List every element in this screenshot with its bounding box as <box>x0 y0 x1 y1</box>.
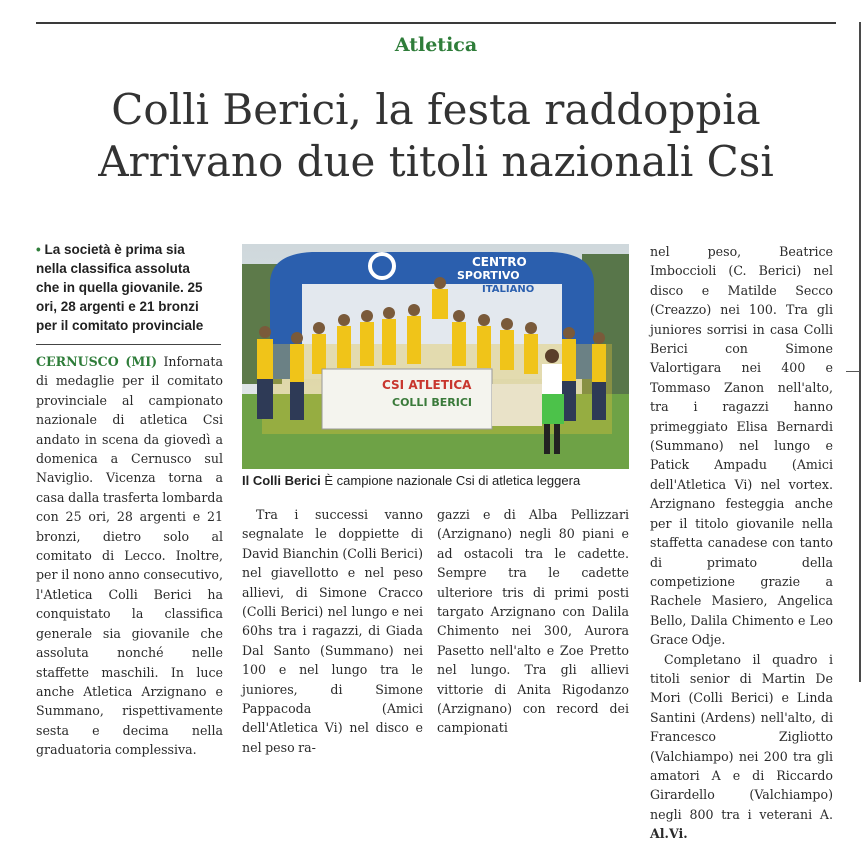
summary-rule <box>36 344 221 345</box>
caption-text: È campione nazionale Csi di atletica leggera <box>320 473 581 488</box>
photo-caption <box>242 473 629 488</box>
byline: Al.Vi. <box>650 826 688 842</box>
article-column-2 <box>242 505 423 757</box>
article-column-3 <box>437 505 629 738</box>
headline-line-2: Arrivano due titoli nazionali Csi <box>98 137 774 186</box>
article-column-4 <box>650 242 833 844</box>
team-photo <box>242 244 629 469</box>
summary-bullet: • <box>36 242 41 257</box>
caption-bold: Il Colli Berici <box>242 473 321 488</box>
arch-text-2: SPORTIVO <box>457 269 520 282</box>
top-rule <box>36 22 836 24</box>
headline <box>36 84 836 188</box>
banner-text-2: COLLI BERICI <box>392 396 472 409</box>
page-edge-tick <box>846 371 860 372</box>
banner-text-1: CSI ATLETICA <box>382 378 472 392</box>
team-photo-illustration <box>242 244 629 469</box>
column-4-paragraph-2-text: Completano il quadro i titoli senior di Martin De Mori (Colli Berici) e Linda Santini (Ardens) nell'alto, di Francesco Zigliotto (Valchiampo) nei 200 tra gli amatori A e di Riccardo Girardello (Valchiampo) negli 800 tra i veterani A. <box>650 651 833 822</box>
section-label: Atletica <box>394 34 478 56</box>
column-1-text: Infornata di medaglie per il comitato provinciale al campionato nazionale di atletica Csi andato in scena da giovedì a domenica a Cernusco sul Naviglio. Vicenza torna a casa dalla trasferta lombarda con 25 ori, 28 argenti e 21 bronzi, dietro solo al comitato di Lecco. Inoltre, per il nono anno consecutivo, l'Atletica Colli Berici ha conquistato la classifica generale sia giovanile che assoluta nonché nelle staffette maschili. In luce anche Atletica Arzignano e Summano, rispettivamente sesta e decima nella graduatoria complessiva. <box>36 354 223 758</box>
column-2-text: Tra i successi vanno segnalate le doppiette di David Bianchin (Colli Berici) nel giavellotto e nel peso allievi, di Simone Cracco (Colli Berici) nel lungo e nei 60hs tra i ragazzi, di Giada Dal Santo (Summano) nei 100 e nel lungo tra le juniores, di Simone Pappacoda (Amici dell'Atletica Vi) nel disco e nel peso ra- <box>242 507 423 755</box>
column-4-paragraph-2 <box>650 650 833 844</box>
arch-text-1: CENTRO <box>472 255 527 269</box>
page-edge-rule <box>859 22 861 682</box>
column-3-text: gazzi e di Alba Pellizzari (Arzignano) negli 80 piani e ad ostacoli tra le cadette. Sempre tra le cadette ulteriore tris di primi posti targato Arzignano con Dalila Chimento nei 300, Aurora Pasetto nell'alto e Zoe Pretto nel lungo. Tra gli allievi vittorie di Anita Rigodanzo (Arzignano) con record dei campionati <box>437 507 629 736</box>
headline-line-1: Colli Berici, la festa raddoppia <box>111 85 761 134</box>
article-column-1 <box>36 352 223 760</box>
summary-box <box>36 240 216 335</box>
arch-text-3: ITALIANO <box>482 284 535 295</box>
dateline-place: CERNUSCO (MI) <box>36 354 158 369</box>
summary-text: La società è prima sia nella classifica assoluta che in quella giovanile. 25 ori, 28 argenti e 21 bronzi per il comitato provinciale <box>36 242 204 333</box>
column-4-paragraph-1: nel peso, Beatrice Imboccioli (C. Berici) nel disco e Matilde Secco (Creazzo) nei 100. Tra gli juniores sorrisi in casa Colli Berici con Simone Valortigara nei 400 e Tommaso Zanon nell'alto, tra i ragazzi hanno primeggiato Elisa Bernardi (Summano) nel lungo e Patick Ampadu (Amici dell'Atletica Vi) nel vortex. Arzignano festeggia anche per il titolo giovanile nella staffetta canadese con tanto di primato della competizione grazie a Rachele Masiero, Angelica Bello, Dalila Chimento e Leo Grace Odje. <box>650 244 833 648</box>
